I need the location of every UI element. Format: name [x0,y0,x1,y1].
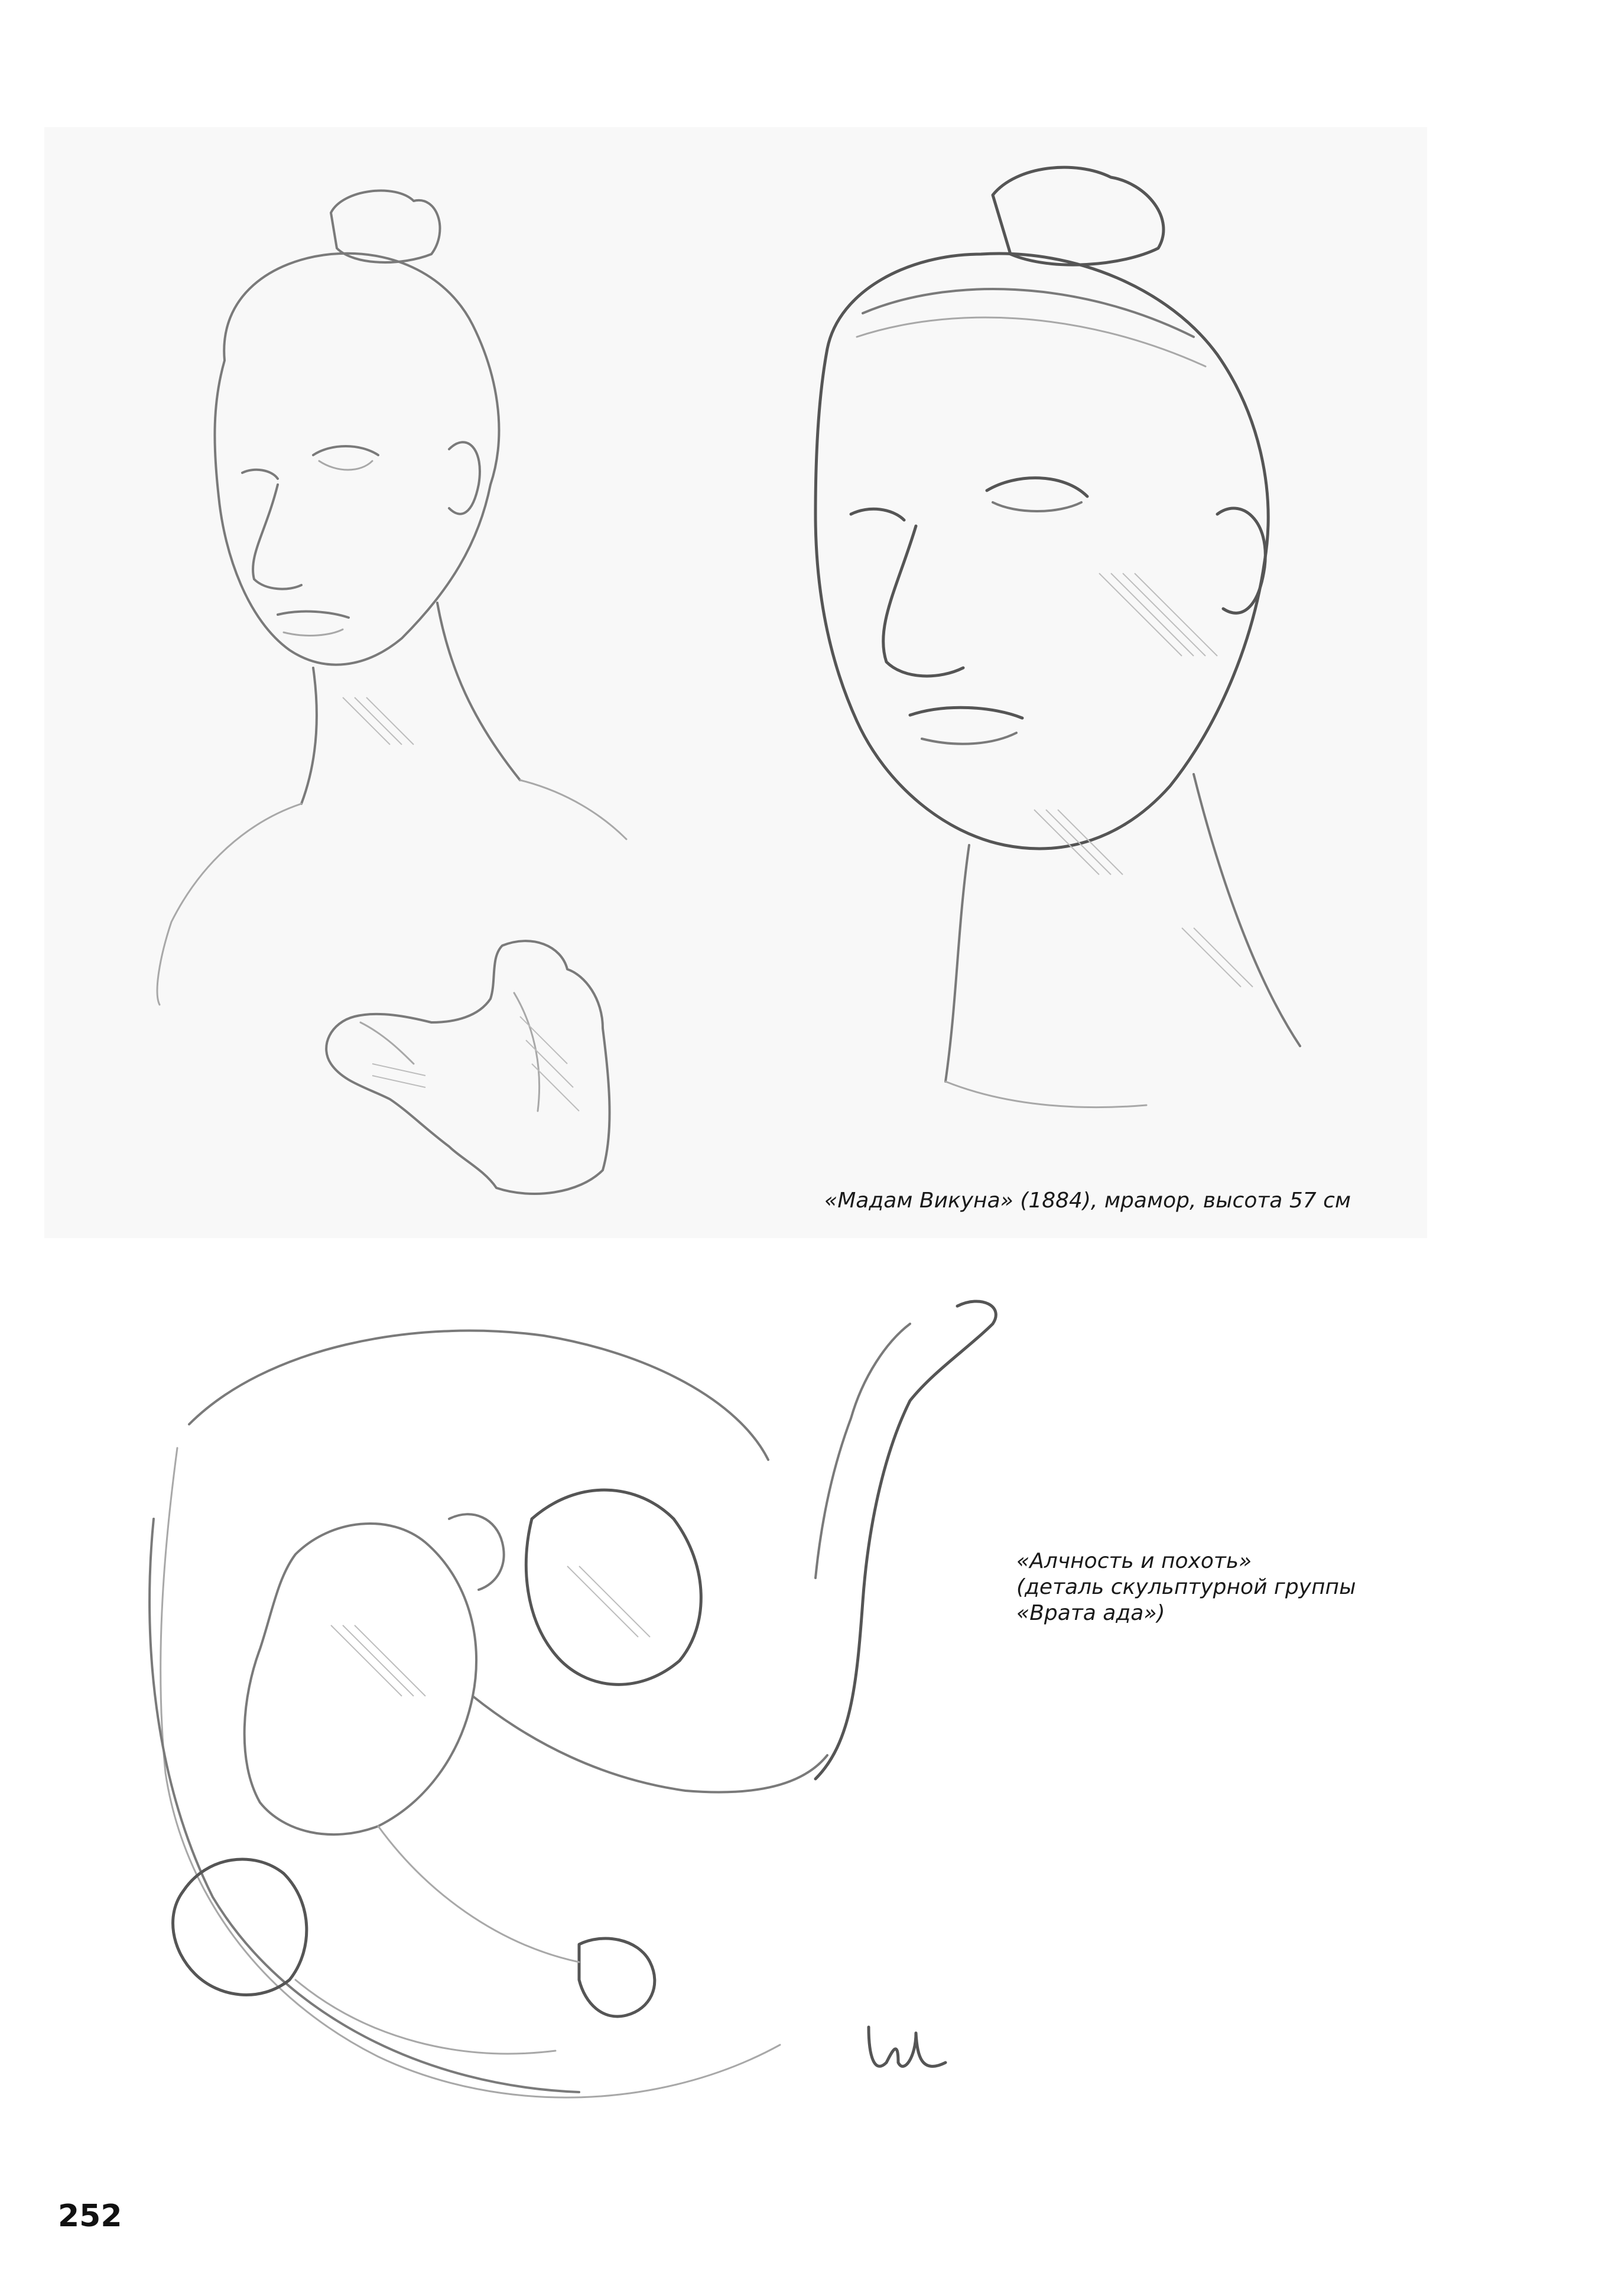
shading-hatches [1034,573,1253,987]
group-caption-detail: (деталь скульптурной группы [1016,1575,1356,1599]
group-caption-source: «Врата ада») [1016,1601,1165,1625]
reclining-figure-sketch [307,934,674,1206]
bust-caption: «Мадам Викуна» (1884), мрамор, высота 57 см [824,1188,1351,1213]
page-number: 252 [58,2198,122,2234]
bust-detailed-drawing [768,160,1406,1212]
sculpture-group-sketch [118,1271,1064,2133]
group-hatches [331,1566,650,1696]
bust-sketch-small [118,177,756,1017]
artist-signature [869,2027,945,2066]
group-caption-title: «Алчность и похоть» [1016,1549,1252,1573]
group-caption [1016,1548,1430,1626]
